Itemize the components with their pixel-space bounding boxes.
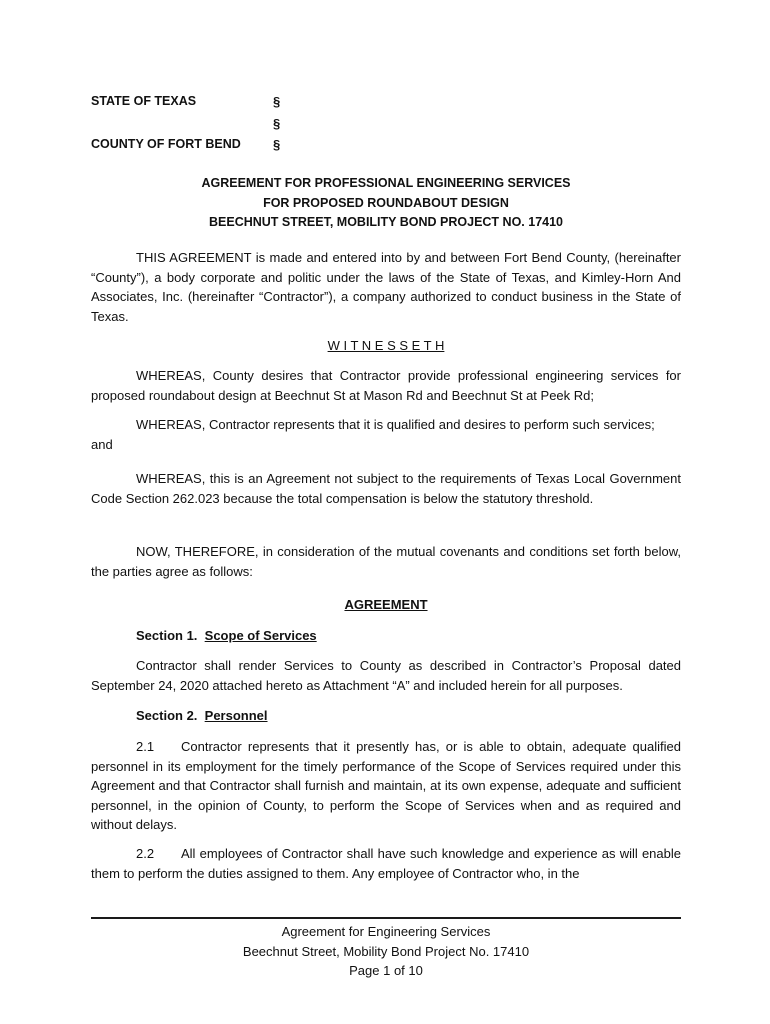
section-1-body: Contractor shall render Services to County as described in Contractor’s Proposal dated September 24, 2020 attached hereto as Attachment “A” and included herein for all purposes. — [91, 658, 681, 693]
page-number: Page 1 of 10 — [349, 963, 423, 978]
section-symbol: § — [273, 94, 281, 109]
paragraph-2-1 — [91, 737, 681, 835]
title-line: AGREEMENT FOR PROFESSIONAL ENGINEERING SERVICES — [201, 176, 571, 190]
agreement-heading: AGREEMENT — [344, 597, 428, 612]
page-footer — [91, 922, 681, 981]
now-therefore-paragraph: NOW, THEREFORE, in consideration of the mutual covenants and conditions set forth below, the parties agree as follows: — [91, 544, 681, 579]
whereas-line: and — [91, 436, 113, 452]
witnesseth-heading: W I T N E S S E T H — [327, 338, 445, 353]
whereas-paragraph: WHEREAS, County desires that Contractor provide professional engineering services for proposed roundabout design at Beechnut St at Mason Rd and Beechnut St at Peek Rd; — [91, 368, 681, 403]
document-page — [91, 0, 681, 1024]
document-title — [91, 174, 681, 233]
paragraph-2-2 — [91, 844, 681, 883]
footer-rule — [91, 917, 681, 919]
section-2-heading — [91, 706, 681, 726]
section-symbol: § — [273, 137, 281, 152]
whereas-paragraph — [91, 415, 681, 454]
county-label: COUNTY OF FORT BEND — [91, 137, 241, 151]
whereas-line: WHEREAS, Contractor represents that it is qualified and desires to perform such services; — [136, 417, 655, 432]
section-symbol: § — [273, 116, 281, 131]
paragraph-number: 2.1 — [136, 739, 155, 754]
title-line: FOR PROPOSED ROUNDABOUT DESIGN — [263, 195, 509, 210]
paragraph-number: 2.2 — [136, 846, 155, 861]
section-title: Scope of Services — [204, 628, 317, 643]
footer-line: Agreement for Engineering Services — [281, 924, 491, 939]
section-label: Section 1. — [136, 628, 198, 643]
intro-paragraph: THIS AGREEMENT is made and entered into by and between Fort Bend County, (hereinafter “County”), a body corporate and politic under the laws of the State of Texas, and Kimley-Horn And Associates, Inc. (hereinafter “Contractor”), a company authorized to conduct business in the State of Texas. — [91, 250, 681, 324]
section-label: Section 2. — [136, 708, 198, 723]
whereas-paragraph: WHEREAS, this is an Agreement not subject to the requirements of Texas Local Government Code Section 262.023 because the total compensation is below the statutory threshold. — [91, 471, 681, 506]
paragraph-text: Contractor represents that it presently has, or is able to obtain, adequate qualified personnel in its employment for the timely performance of the Scope of Services required under this Agreement and that Contractor shall furnish and maintain, at its own expense, adequate and sufficient personnel, in the opinion of County, to perform the Scope of Services when and as required and without delays. — [91, 739, 681, 832]
section-title: Personnel — [204, 708, 268, 723]
state-label: STATE OF TEXAS — [91, 94, 197, 108]
title-line: BEECHNUT STREET, MOBILITY BOND PROJECT NO. 17410 — [209, 215, 563, 229]
paragraph-text: All employees of Contractor shall have such knowledge and experience as will enable them to perform the duties assigned to them. Any employee of Contractor who, in the — [91, 846, 681, 881]
footer-line: Beechnut Street, Mobility Bond Project No. 17410 — [242, 943, 530, 959]
section-1-heading — [91, 626, 681, 646]
